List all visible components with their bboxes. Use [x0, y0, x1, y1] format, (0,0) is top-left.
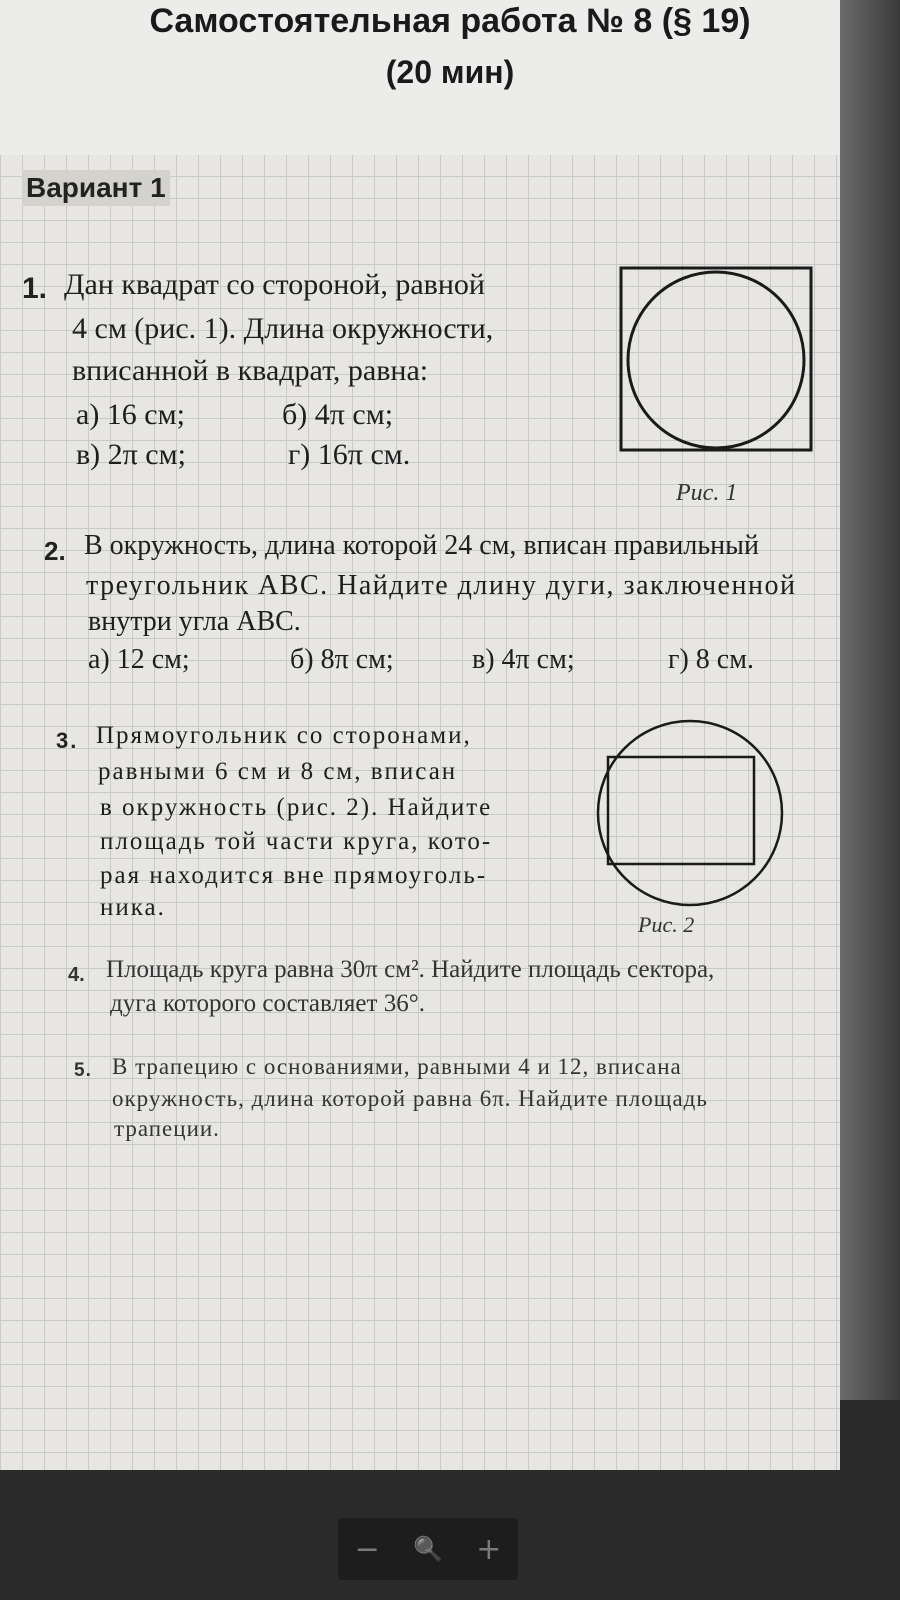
figure-1-caption: Рис. 1	[676, 480, 738, 506]
figure-2-caption: Рис. 2	[638, 912, 695, 937]
problem-4-line-1: Площадь круга равна 30π см². Найдите площадь сектора,	[106, 956, 715, 983]
problem-3-line-3: в окружность (рис. 2). Найдите	[100, 794, 493, 821]
problem-2-line-1: В окружность, длина которой 24 см, вписан правильный	[84, 530, 759, 561]
figure-2-rectangle-in-circle	[592, 712, 792, 918]
screen-edge	[840, 0, 900, 1400]
problem-1-number: 1.	[22, 272, 48, 305]
zoom-icon[interactable]: 🔍	[413, 1535, 443, 1563]
problem-3-line-6: ника.	[100, 894, 166, 921]
page-subtitle: (20 мин)	[385, 54, 515, 90]
figure-1-square-circle	[618, 262, 818, 462]
problem-3-line-5: рая находится вне прямоуголь-	[100, 862, 488, 889]
problem-3-line-2: равными 6 см и 8 см, вписан	[98, 758, 458, 785]
problem-4-line-2: дуга которого составляет 36°.	[110, 990, 425, 1017]
problem-2-number: 2.	[44, 536, 66, 566]
problem-2-line-3: внутри угла ABC.	[88, 606, 301, 637]
problem-3-line-4: площадь той части круга, кото-	[100, 828, 493, 855]
problem-3-number: 3.	[56, 728, 79, 753]
problem-2-option-c: в) 4π см;	[472, 644, 575, 675]
problem-5-line-2: окружность, длина которой равна 6π. Найдите площадь	[112, 1086, 708, 1111]
problem-1-line-2: 4 см (рис. 1). Длина окружности,	[72, 312, 494, 345]
problem-2-option-a: а) 12 см;	[88, 644, 190, 675]
problem-5-line-3: трапеции.	[114, 1116, 220, 1141]
zoom-in-button[interactable]: +	[476, 1531, 502, 1567]
problem-5-line-1: В трапецию с основаниями, равными 4 и 12, вписана	[112, 1054, 682, 1079]
problem-2-line-2: треугольник ABC. Найдите длину дуги, заключенной	[86, 570, 797, 601]
problem-1-option-b: б) 4π см;	[282, 398, 394, 431]
problem-1-option-d: г) 16π см.	[288, 438, 411, 471]
problem-1-line-3: вписанной в квадрат, равна:	[72, 354, 429, 387]
zoom-toolbar	[338, 1518, 518, 1580]
zoom-out-button[interactable]: −	[354, 1531, 380, 1567]
page-title: Самостоятельная работа № 8 (§ 19)	[149, 2, 751, 40]
problem-5-number: 5.	[74, 1060, 92, 1081]
problem-1-option-c: в) 2π см;	[76, 438, 186, 471]
problem-1-option-a: а) 16 см;	[76, 398, 185, 431]
problem-1-line-1: Дан квадрат со стороной, равной	[64, 268, 485, 301]
variant-label: Вариант 1	[22, 170, 170, 206]
problem-2-option-b: б) 8π см;	[290, 644, 394, 675]
problem-4-number: 4.	[68, 964, 85, 986]
problem-3-line-1: Прямоугольник со сторонами,	[96, 722, 472, 749]
problem-2-option-d: г) 8 см.	[668, 644, 754, 675]
